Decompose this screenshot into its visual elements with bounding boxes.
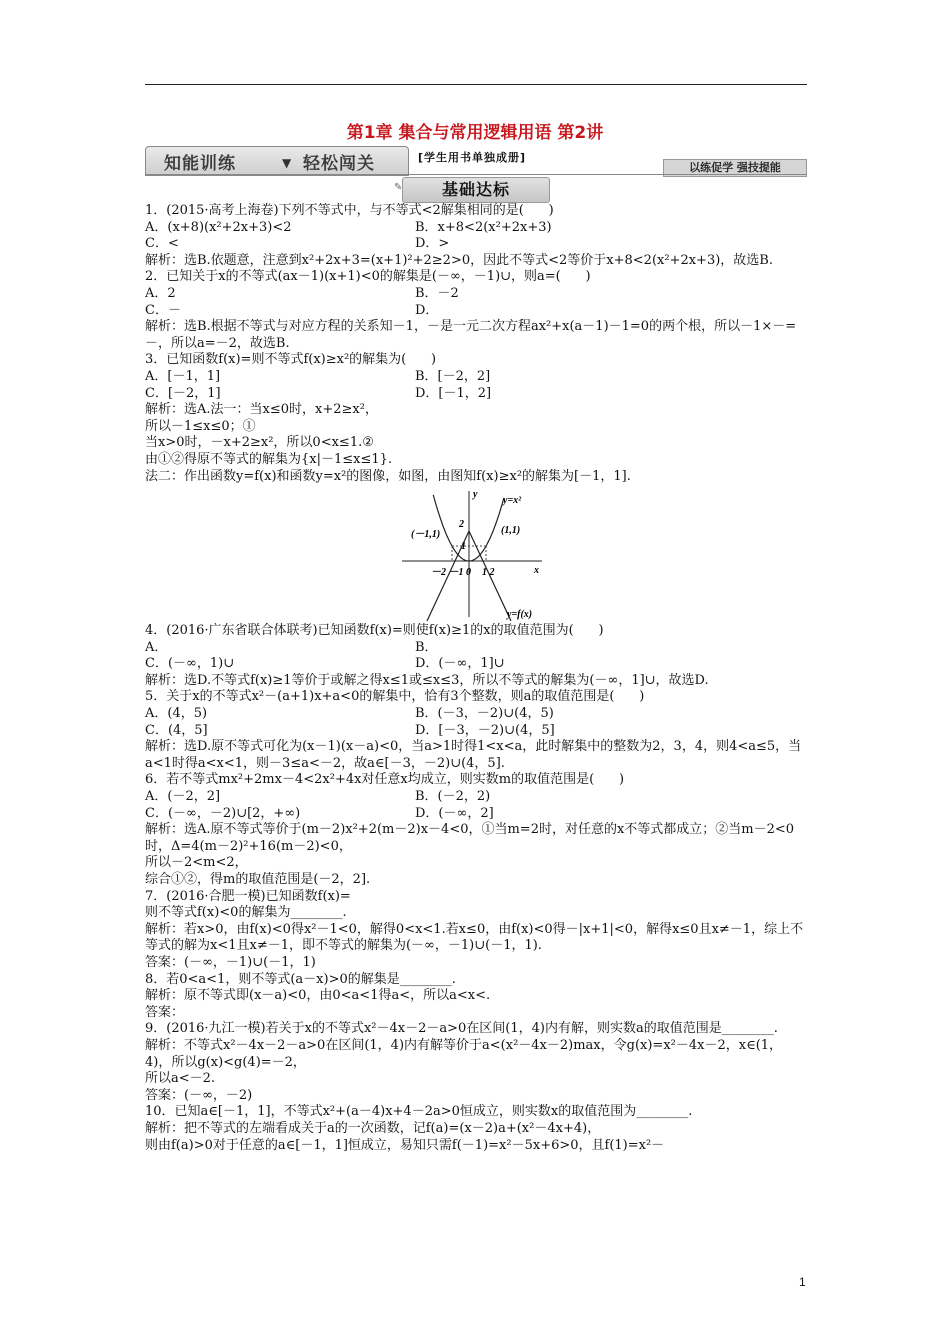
curve-label-top: y=x² <box>503 495 522 507</box>
text-line: 则不等式f(x)<0的解集为________. <box>145 905 347 921</box>
section-title: 基础达标 <box>402 177 550 203</box>
point-label-right: (1,1) <box>501 525 521 537</box>
text-line: 9．(2016·九江一模)若关于x的不等式x²－4x－2－a>0在区间(1，4)内有解，则实数a的取值范围是________. <box>145 1021 778 1037</box>
option-text: B． <box>415 639 438 655</box>
option-text: D．[－3，－2)∪(4，5] <box>415 722 555 738</box>
option-text: B．(－2，2) <box>415 789 491 805</box>
option-text: B．[－2，2] <box>415 368 491 384</box>
text-line: 当x>0时，－x+2≥x²，所以0<x≤1.② <box>145 435 374 451</box>
text-line: 解析：选A.原不等式等价于(m－2)x²+2(m－2)x－4<0，①当m=2时，对任意的x不等式都成立；②当m－2<0时，Δ=4(m－2)²+16(m－2)<0， <box>145 822 795 854</box>
option-text: C．(4，5] <box>145 722 208 738</box>
triangle-icon: ▼ <box>282 156 292 170</box>
text-line: 8．若0<a<1，则不等式(a－x)>0的解集是________. <box>145 971 456 987</box>
options-row <box>145 640 807 657</box>
text-line: 答案：(－∞，－1)∪(－1，1) <box>145 954 316 970</box>
pen-icon: ✎ <box>394 182 403 193</box>
option-text: C．(－∞，－2)∪[2，+∞) <box>145 805 301 821</box>
function-graph <box>397 487 547 621</box>
option-text: B．(－3，－2)∪(4，5) <box>415 706 554 722</box>
x-tick-negatives: －2 －1 0 <box>431 567 471 579</box>
options-row <box>145 303 807 320</box>
option-text: D．[－1，2] <box>415 385 492 401</box>
option-text: D． <box>415 302 439 318</box>
text-line: 解析：选D.原不等式可化为(x－1)(x－a)<0，当a>1时得1<x<a，此时解集中的整数为2，3，4，则4<a≤5，当a<1时得a<x<1，则－3≤a<－2，故a∈[－3，－2)∪(4，5]. <box>145 739 802 771</box>
option-text: C．(－∞，1)∪ <box>145 656 235 672</box>
text-line: 法二：作出函数y=f(x)和函数y=x²的图像，如图，由图知f(x)≥x²的解集为[－1，1]. <box>145 468 631 484</box>
option-text: D．(－∞，1]∪ <box>415 656 505 672</box>
text-line: 所以－1≤x≤0；① <box>145 418 256 434</box>
option-text: A．(－2，2] <box>145 789 221 805</box>
banner-label-2: 轻松闯关 <box>303 154 375 174</box>
text-line: 所以－2<m<2， <box>145 855 248 871</box>
options-row <box>145 220 807 237</box>
text-line: 7．(2016·合肥一模)已知函数f(x)= <box>145 888 351 904</box>
text-line: 6．若不等式mx²+2mx－4<2x²+4x对任意x均成立，则实数m的取值范围是( ) <box>145 772 625 788</box>
text-line: 所以a<－2. <box>145 1071 216 1087</box>
chapter-title: 第1章 集合与常用逻辑用语 第2讲 <box>346 123 604 143</box>
option-text: A．[－1，1] <box>145 368 221 384</box>
text-line: 3．已知函数f(x)=则不等式f(x)≥x²的解集为( ) <box>145 352 437 368</box>
tick-1: 1 <box>461 541 466 553</box>
option-text: A．(x+8)(x²+2x+3)<2 <box>145 219 292 235</box>
curve-label-bottom: y=f(x) <box>507 609 533 621</box>
option-text: A． <box>145 639 168 655</box>
text-line: 4．(2016·广东省联合体联考)已知函数f(x)=则使f(x)≥1的x的取值范围为( ) <box>145 623 604 639</box>
x-axis-label: x <box>534 565 539 577</box>
option-text: B．x+8<2(x²+2x+3) <box>415 219 552 235</box>
options-row <box>145 806 807 823</box>
text-line: 答案：(－∞，－2) <box>145 1087 253 1103</box>
exercise-content <box>145 203 807 1154</box>
options-row <box>145 369 807 386</box>
text-line: 解析：若x>0，由f(x)<0得x²－1<0，解得0<x<1.若x≤0，由f(x)<0得－|x+1|<0，解得x≤0且x≠－1，综上不等式的解为x<1且x≠－1，即不等式的解集为(－∞，－1)∪(－1，1). <box>145 921 804 954</box>
text-line: 10．已知a∈[－1，1]，不等式x²+(a－4)x+4－2a>0恒成立，则实数x的取值范围为________. <box>145 1104 693 1120</box>
option-text: C．－ <box>145 302 181 318</box>
option-text: C．[－2，1] <box>145 385 221 401</box>
options-row <box>145 706 807 723</box>
option-text: B．－2 <box>415 285 459 301</box>
banner-tab <box>145 146 409 176</box>
options-row <box>145 236 807 253</box>
text-line: 答案： <box>145 1004 185 1020</box>
option-text: C．< <box>145 236 179 252</box>
y-axis-label: y <box>473 489 478 501</box>
text-line: 解析：原不等式即(x－a)<0，由0<a<1得a<，所以a<x<. <box>145 988 491 1004</box>
options-row <box>145 789 807 806</box>
option-text: D．> <box>415 236 450 252</box>
options-row <box>145 656 807 673</box>
options-row <box>145 286 807 303</box>
tick-2: 2 <box>459 519 464 531</box>
banner-label-1: 知能训练 <box>164 154 236 174</box>
banner-rule <box>145 174 807 175</box>
x-tick-positives: 1 2 <box>482 567 495 579</box>
text-line: 解析：选B.根据不等式与对应方程的关系知－1，－是一元二次方程ax²+x(a－1)－1=0的两个根，所以－1×－=－，所以a=－2，故选B. <box>145 319 797 351</box>
text-line: 1．(2015·高考上海卷)下列不等式中，与不等式<2解集相同的是( ) <box>145 203 554 218</box>
banner-slogan: 以练促学 强技提能 <box>663 159 807 177</box>
option-text: D．(－∞，2] <box>415 805 494 821</box>
text-line: 由①②得原不等式的解集为{x|－1≤x≤1}. <box>145 451 393 467</box>
banner-note: [学生用书单独成册] <box>418 151 527 164</box>
text-line: 2．已知关于x的不等式(ax－1)(x+1)<0的解集是(－∞，－1)∪，则a=( ) <box>145 269 591 285</box>
text-line: 则由f(a)>0对于任意的a∈[－1，1]恒成立，易知只需f(－1)=x²－5x+6>0，且f(1)=x²－ <box>145 1137 665 1153</box>
options-row <box>145 723 807 740</box>
text-line: 解析：选B.依题意，注意到x²+2x+3=(x+1)²+2≥2>0，因此不等式<2等价于x+8<2(x²+2x+3)，故选B. <box>145 252 773 268</box>
text-line: 5．关于x的不等式x²－(a+1)x+a<0的解集中，恰有3个整数，则a的取值范围是( ) <box>145 689 645 705</box>
options-row <box>145 386 807 403</box>
text-line: 综合①②，得m的取值范围是(－2，2]. <box>145 872 371 887</box>
banner <box>145 146 807 176</box>
option-text: A．2 <box>145 285 176 301</box>
text-line: 解析：不等式x²－4x－2－a>0在区间(1，4)内有解等价于a<(x²－4x－2)max，令g(x)=x²－4x－2，x∈(1，4)，所以g(x)<g(4)=－2， <box>145 1037 783 1070</box>
option-text: A．(4，5) <box>145 706 208 722</box>
page-number: 1 <box>799 1275 806 1289</box>
text-line: 解析：选D.不等式f(x)≥1等价于或解之得x≤1或≤x≤3，所以不等式的解集为(－∞，1]∪，故选D. <box>145 672 709 688</box>
point-label-left: (－1,1) <box>411 529 441 541</box>
text-line: 解析：把不等式的左端看成关于a的一次函数，记f(a)=(x－2)a+(x²－4x+4)， <box>145 1120 601 1136</box>
text-line: 解析：选A.法一：当x≤0时，x+2≥x²， <box>145 402 378 418</box>
header-rule <box>145 84 807 85</box>
